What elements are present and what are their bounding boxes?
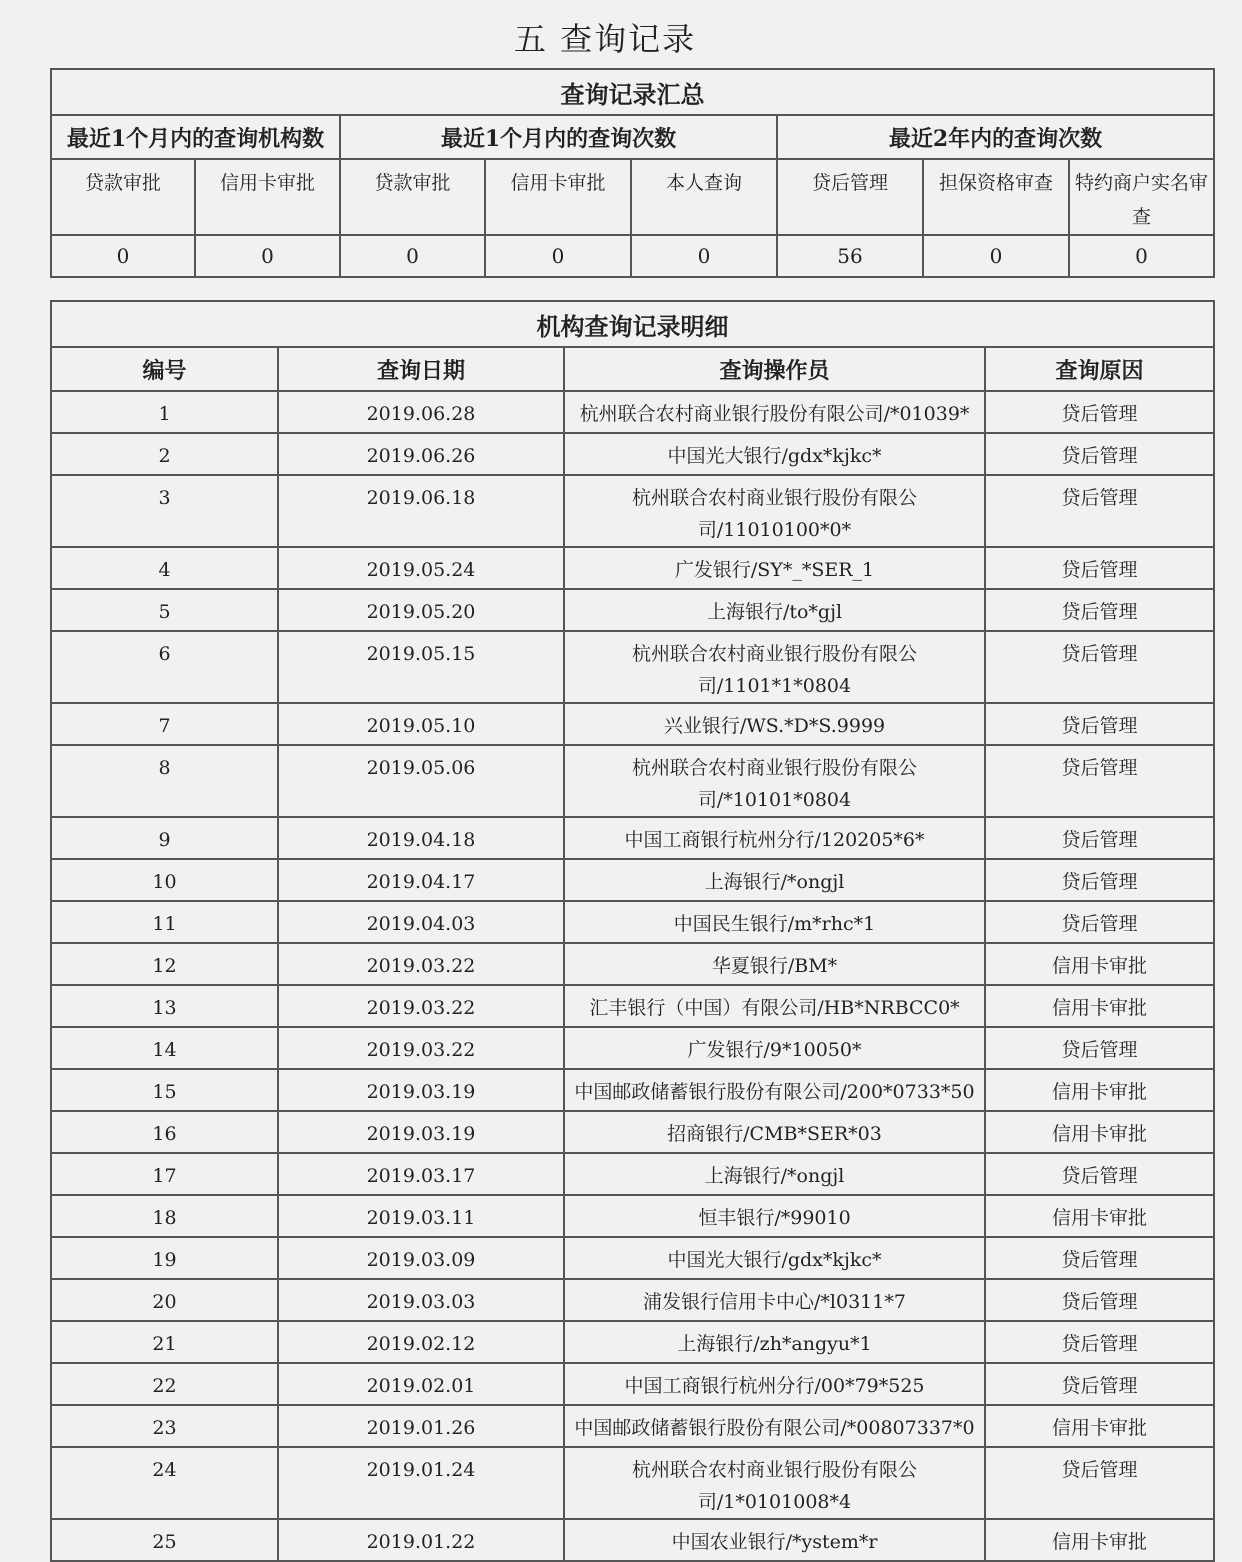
row-id: 2 [51, 433, 278, 475]
row-date: 2019.03.19 [278, 1069, 564, 1111]
column-header-operator: 查询操作员 [564, 347, 985, 391]
row-date: 2019.06.28 [278, 391, 564, 433]
row-operator: 招商银行/CMB*SER*03 [564, 1111, 985, 1153]
row-id: 21 [51, 1321, 278, 1363]
row-id: 24 [51, 1447, 278, 1519]
row-date: 2019.05.06 [278, 745, 564, 817]
table-row [51, 985, 1214, 1027]
row-operator: 浦发银行信用卡中心/*l0311*7 [564, 1279, 985, 1321]
row-id: 19 [51, 1237, 278, 1279]
table-row [51, 1195, 1214, 1237]
summary-value: 0 [195, 235, 340, 277]
column-header-id: 编号 [51, 347, 278, 391]
row-date: 2019.04.03 [278, 901, 564, 943]
summary-value: 0 [51, 235, 195, 277]
row-operator: 广发银行/SY*_*SER_1 [564, 547, 985, 589]
row-reason: 信用卡审批 [985, 985, 1214, 1027]
row-reason: 贷后管理 [985, 901, 1214, 943]
row-operator: 中国光大银行/gdx*kjkc* [564, 1237, 985, 1279]
row-date: 2019.04.18 [278, 817, 564, 859]
column-header-reason: 查询原因 [985, 347, 1214, 391]
row-operator: 中国邮政储蓄银行股份有限公司/*00807337*0 [564, 1405, 985, 1447]
table-row [51, 475, 1214, 547]
detail-table [50, 300, 1215, 1562]
row-reason: 贷后管理 [985, 1321, 1214, 1363]
row-date: 2019.03.22 [278, 985, 564, 1027]
row-date: 2019.03.22 [278, 943, 564, 985]
row-date: 2019.06.18 [278, 475, 564, 547]
row-id: 20 [51, 1279, 278, 1321]
row-id: 10 [51, 859, 278, 901]
row-date: 2019.01.22 [278, 1519, 564, 1561]
row-date: 2019.05.10 [278, 703, 564, 745]
row-operator: 杭州联合农村商业银行股份有限公司/11010100*0* [564, 475, 985, 547]
table-row [51, 1027, 1214, 1069]
row-reason: 贷后管理 [985, 745, 1214, 817]
row-date: 2019.06.26 [278, 433, 564, 475]
table-row [51, 1363, 1214, 1405]
row-id: 23 [51, 1405, 278, 1447]
sub-header: 贷款审批 [340, 159, 485, 235]
table-row [51, 1519, 1214, 1561]
row-date: 2019.03.09 [278, 1237, 564, 1279]
row-operator: 杭州联合农村商业银行股份有限公司/1*0101008*4 [564, 1447, 985, 1519]
row-reason: 贷后管理 [985, 859, 1214, 901]
row-id: 6 [51, 631, 278, 703]
row-id: 11 [51, 901, 278, 943]
row-date: 2019.05.20 [278, 589, 564, 631]
table-row [51, 589, 1214, 631]
row-reason: 贷后管理 [985, 817, 1214, 859]
row-reason: 贷后管理 [985, 1279, 1214, 1321]
page-title: 五 查询记录 [513, 20, 697, 58]
row-id: 15 [51, 1069, 278, 1111]
sub-header: 信用卡审批 [485, 159, 631, 235]
row-operator: 中国农业银行/*ystem*r [564, 1519, 985, 1561]
summary-value: 0 [631, 235, 777, 277]
row-id: 25 [51, 1519, 278, 1561]
group-header: 最近1个月内的查询次数 [340, 115, 777, 159]
row-date: 2019.03.22 [278, 1027, 564, 1069]
table-row [51, 631, 1214, 703]
row-id: 5 [51, 589, 278, 631]
table-row [51, 1069, 1214, 1111]
table-row [51, 817, 1214, 859]
row-reason: 信用卡审批 [985, 943, 1214, 985]
table-row [51, 859, 1214, 901]
row-operator: 杭州联合农村商业银行股份有限公司/*10101*0804 [564, 745, 985, 817]
row-reason: 贷后管理 [985, 433, 1214, 475]
row-operator: 兴业银行/WS.*D*S.9999 [564, 703, 985, 745]
row-operator: 中国邮政储蓄银行股份有限公司/200*0733*50 [564, 1069, 985, 1111]
row-date: 2019.03.17 [278, 1153, 564, 1195]
table-row [51, 703, 1214, 745]
row-reason: 贷后管理 [985, 475, 1214, 547]
table-row [51, 1405, 1214, 1447]
row-date: 2019.01.24 [278, 1447, 564, 1519]
row-reason: 贷后管理 [985, 703, 1214, 745]
sub-header: 担保资格审查 [923, 159, 1069, 235]
sub-header: 特约商户实名审查 [1069, 159, 1214, 235]
summary-table [50, 68, 1215, 278]
table-row [51, 1279, 1214, 1321]
row-id: 4 [51, 547, 278, 589]
row-id: 12 [51, 943, 278, 985]
row-date: 2019.03.03 [278, 1279, 564, 1321]
row-reason: 贷后管理 [985, 1153, 1214, 1195]
table-row [51, 1321, 1214, 1363]
table-row [51, 433, 1214, 475]
row-reason: 贷后管理 [985, 1237, 1214, 1279]
table-row [51, 1447, 1214, 1519]
row-operator: 上海银行/*ongjl [564, 1153, 985, 1195]
row-reason: 信用卡审批 [985, 1111, 1214, 1153]
table-row [51, 547, 1214, 589]
row-id: 18 [51, 1195, 278, 1237]
row-date: 2019.02.12 [278, 1321, 564, 1363]
row-operator: 上海银行/zh*angyu*1 [564, 1321, 985, 1363]
summary-value: 56 [777, 235, 923, 277]
row-operator: 杭州联合农村商业银行股份有限公司/*01039* [564, 391, 985, 433]
row-date: 2019.03.19 [278, 1111, 564, 1153]
row-reason: 贷后管理 [985, 547, 1214, 589]
summary-value: 0 [1069, 235, 1214, 277]
sub-header: 贷款审批 [51, 159, 195, 235]
summary-value: 0 [340, 235, 485, 277]
group-header: 最近2年内的查询次数 [777, 115, 1214, 159]
row-operator: 广发银行/9*10050* [564, 1027, 985, 1069]
row-operator: 杭州联合农村商业银行股份有限公司/1101*1*0804 [564, 631, 985, 703]
summary-value: 0 [485, 235, 631, 277]
row-reason: 贷后管理 [985, 1447, 1214, 1519]
row-operator: 中国工商银行杭州分行/120205*6* [564, 817, 985, 859]
row-operator: 中国民生银行/m*rhc*1 [564, 901, 985, 943]
row-reason: 贷后管理 [985, 589, 1214, 631]
row-id: 3 [51, 475, 278, 547]
row-id: 22 [51, 1363, 278, 1405]
table-row [51, 1111, 1214, 1153]
table-row [51, 745, 1214, 817]
row-date: 2019.01.26 [278, 1405, 564, 1447]
row-id: 1 [51, 391, 278, 433]
row-date: 2019.04.17 [278, 859, 564, 901]
row-date: 2019.02.01 [278, 1363, 564, 1405]
row-reason: 信用卡审批 [985, 1519, 1214, 1561]
row-reason: 贷后管理 [985, 391, 1214, 433]
row-date: 2019.03.11 [278, 1195, 564, 1237]
row-operator: 上海银行/to*gjl [564, 589, 985, 631]
row-id: 17 [51, 1153, 278, 1195]
row-operator: 中国光大银行/gdx*kjkc* [564, 433, 985, 475]
row-operator: 恒丰银行/*99010 [564, 1195, 985, 1237]
sub-header: 信用卡审批 [195, 159, 340, 235]
table-row [51, 1153, 1214, 1195]
row-operator: 上海银行/*ongjl [564, 859, 985, 901]
table-row [51, 1237, 1214, 1279]
column-header-date: 查询日期 [278, 347, 564, 391]
detail-heading: 机构查询记录明细 [51, 301, 1214, 347]
row-id: 16 [51, 1111, 278, 1153]
row-date: 2019.05.15 [278, 631, 564, 703]
row-reason: 贷后管理 [985, 1363, 1214, 1405]
summary-heading: 查询记录汇总 [51, 69, 1214, 115]
table-row [51, 901, 1214, 943]
row-id: 8 [51, 745, 278, 817]
group-header: 最近1个月内的查询机构数 [51, 115, 340, 159]
row-id: 13 [51, 985, 278, 1027]
sub-header: 本人查询 [631, 159, 777, 235]
row-date: 2019.05.24 [278, 547, 564, 589]
row-reason: 贷后管理 [985, 1027, 1214, 1069]
row-reason: 信用卡审批 [985, 1405, 1214, 1447]
row-reason: 贷后管理 [985, 631, 1214, 703]
row-reason: 信用卡审批 [985, 1195, 1214, 1237]
row-id: 9 [51, 817, 278, 859]
row-operator: 中国工商银行杭州分行/00*79*525 [564, 1363, 985, 1405]
table-row [51, 391, 1214, 433]
table-row [51, 943, 1214, 985]
row-operator: 华夏银行/BM* [564, 943, 985, 985]
row-id: 7 [51, 703, 278, 745]
row-reason: 信用卡审批 [985, 1069, 1214, 1111]
summary-value: 0 [923, 235, 1069, 277]
row-operator: 汇丰银行（中国）有限公司/HB*NRBCC0* [564, 985, 985, 1027]
row-id: 14 [51, 1027, 278, 1069]
sub-header: 贷后管理 [777, 159, 923, 235]
